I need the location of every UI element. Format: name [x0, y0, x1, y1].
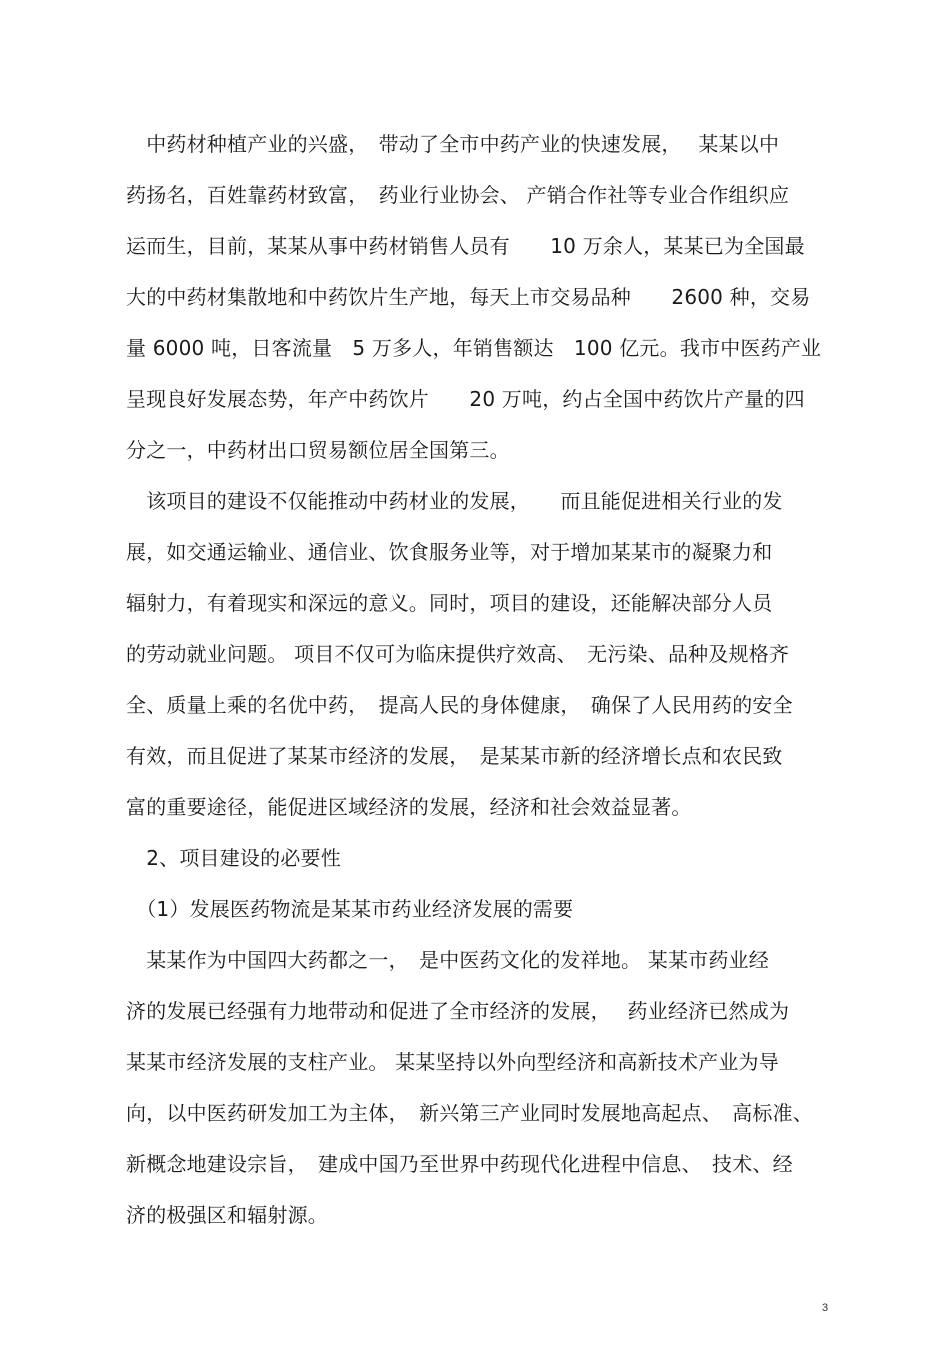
- page-number: 3: [822, 1302, 829, 1314]
- text-line: 展，如交通运输业、通信业、饮食服务业等，对于增加某某市的凝聚力和: [126, 540, 773, 564]
- text-line: 济的极强区和辐射源。: [126, 1203, 328, 1227]
- text-line: 药扬名，百姓靠药材致富， 药业行业协会、 产销合作社等专业合作组织应: [126, 183, 790, 207]
- text-line: 大的中药材集散地和中药饮片生产地，每天上市交易品种 2600 种，交易: [126, 285, 811, 309]
- text-line: 辐射力，有着现实和深远的意义。同时，项目的建设，还能解决部分人员: [126, 591, 773, 615]
- text-line: 中药材种植产业的兴盛， 带动了全市中药产业的快速发展， 某某以中: [126, 132, 780, 156]
- subsection-heading: （1）发展医药物流是某某市药业经济发展的需要: [126, 897, 574, 921]
- text-line: 有效，而且促进了某某市经济的发展， 是某某市新的经济增长点和农民致: [126, 744, 783, 768]
- text-line: 的劳动就业问题。 项目不仅可为临床提供疗效高、 无污染、品种及规格齐: [126, 642, 790, 666]
- text-line: 新概念地建设宗旨， 建成中国乃至世界中药现代化进程中信息、 技术、经: [126, 1152, 793, 1176]
- text-line: 向，以中医药研发加工为主体， 新兴第三产业同时发展地高起点、 高标准、: [126, 1101, 813, 1125]
- text-line: 呈现良好发展态势，年产中药饮片 20 万吨，约占全国中药饮片产量的四: [126, 387, 805, 411]
- text-line: 分之一，中药材出口贸易额位居全国第三。: [126, 438, 510, 462]
- text-line: 某某作为中国四大药都之一， 是中医药文化的发祥地。 某某市药业经: [126, 948, 769, 972]
- text-line: 该项目的建设不仅能推动中药材业的发展， 而且能促进相关行业的发: [126, 489, 783, 513]
- text-line: 济的发展已经强有力地带动和促进了全市经济的发展， 药业经济已然成为: [126, 999, 790, 1023]
- text-line: 全、质量上乘的名优中药， 提高人民的身体健康， 确保了人民用药的安全: [126, 693, 793, 717]
- text-line: 运而生，目前，某某从事中药材销售人员有 10 万余人，某某已为全国最: [126, 234, 805, 258]
- text-line: 某某市经济发展的支柱产业。 某某坚持以外向型经济和高新技术产业为导: [126, 1050, 779, 1074]
- section-heading: 2、项目建设的必要性: [126, 846, 341, 870]
- text-line: 量 6000 吨，日客流量 5 万多人，年销售额达 100 亿元。我市中医药产业: [126, 336, 822, 360]
- text-line: 富的重要途径，能促进区域经济的发展，经济和社会效益显著。: [126, 795, 692, 819]
